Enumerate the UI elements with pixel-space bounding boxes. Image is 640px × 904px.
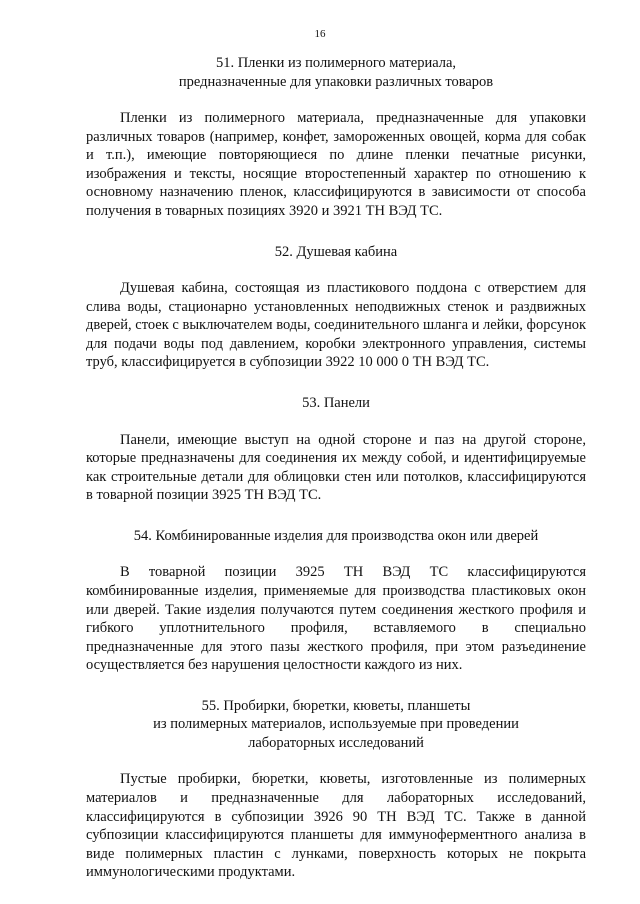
section-51 <box>86 54 586 221</box>
section-heading <box>86 527 586 546</box>
heading-line: из полимерных материалов, используемые при проведении <box>153 716 519 733</box>
section-53 <box>86 394 586 505</box>
heading-line: предназначенные для упаковки различных товаров <box>178 73 494 90</box>
section-paragraph: Панели, имеющие выступ на одной стороне и паз на другой стороне, которые предназначены для соединения их между собой, и идентифицируемые как строительные детали для облицовки стен или потолков, классифицируются в товарной позиции 3925 ТН ВЭД ТС. <box>86 431 586 504</box>
section-paragraph: В товарной позиции 3925 ТН ВЭД ТС классифицируются комбинированные изделия, применяемые для производства пластиковых окон или дверей. Такие изделия получаются путем соединения жесткого профиля и гибкого уплотнительного профиля, вставляемого в специально предназначенные для этого пазы жесткого профиля, при этом разъединение осуществляется без нарушения целостности каждого из них. <box>86 564 586 674</box>
section-54 <box>86 527 586 675</box>
section-heading <box>86 243 586 262</box>
section-52 <box>86 243 586 372</box>
heading-line: лабораторных исследований <box>248 734 424 751</box>
heading-line: 52. Душевая кабина <box>274 243 398 260</box>
section-heading <box>86 54 586 91</box>
heading-line: 55. Пробирки, бюретки, кюветы, планшеты <box>201 697 471 714</box>
section-paragraph: Пустые пробирки, бюретки, кюветы, изготовленные из полимерных материалов и предназначенные для лабораторных исследований, классифицируются в субпозиции 3926 90 ТН ВЭД ТС. Также в данной субпозиции классифицируются планшеты для иммуноферментного анализа в виде полимерных пластин с лунками, поверхность которых не покрыта иммунологическими продуктами. <box>86 771 586 881</box>
page-number: 16 <box>314 28 326 40</box>
heading-line: 54. Комбинированные изделия для производства окон или дверей <box>133 527 539 544</box>
heading-line: 53. Панели <box>302 395 370 412</box>
section-heading <box>86 697 586 753</box>
document-body <box>86 54 586 904</box>
section-paragraph: Душевая кабина, состоящая из пластикового поддона с отверстием для слива воды, стационарно установленных неподвижных стенок и раздвижных дверей, стоек с выключателем воды, соединительного шланга и лейки, форсунок для подачи воды под давлением, коробки электронного управления, системы труб, классифицируется в субпозиции 3922 10 000 0 ТН ВЭД ТС. <box>86 280 586 371</box>
section-paragraph: Пленки из полимерного материала, предназначенные для упаковки различных товаров (например, конфет, замороженных овощей, корма для собак и т.п.), имеющие повторяющиеся по длине пленки печатные рисунки, изображения и тексты, носящие второстепенный характер по отношению к основному назначению пленок, классифицируются в зависимости от способа получения в товарных позициях 3920 и 3921 ТН ВЭД ТС. <box>86 110 586 219</box>
section-55 <box>86 697 586 882</box>
heading-line: 51. Пленки из полимерного материала, <box>215 55 457 71</box>
section-heading <box>86 394 586 413</box>
